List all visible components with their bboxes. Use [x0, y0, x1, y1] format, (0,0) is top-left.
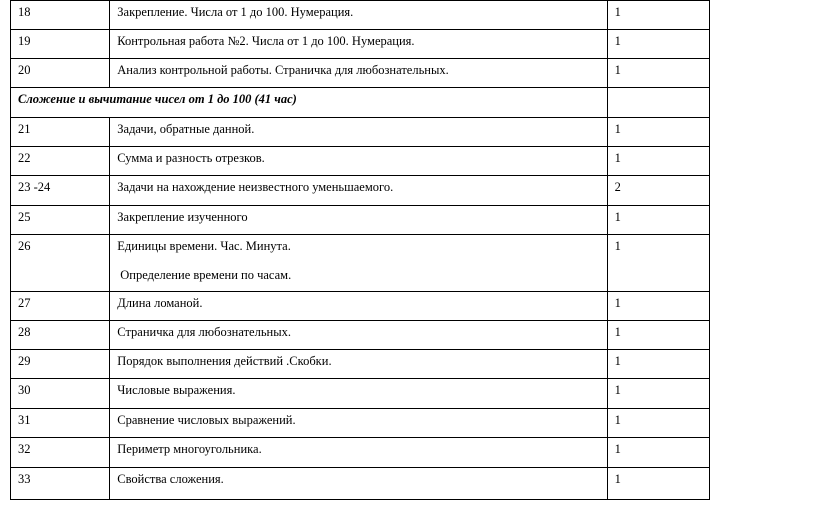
- lesson-hours: 1: [607, 468, 709, 500]
- lesson-hours: 1: [607, 350, 709, 379]
- lesson-topic-line: Свойства сложения.: [117, 472, 224, 486]
- lesson-hours: 1: [607, 206, 709, 235]
- lesson-number: 26: [11, 235, 110, 292]
- lesson-number: 31: [11, 409, 110, 438]
- lesson-number: 33: [11, 468, 110, 500]
- lesson-number: 25: [11, 206, 110, 235]
- lesson-number: 27: [11, 292, 110, 321]
- lesson-hours: 1: [607, 321, 709, 350]
- lesson-topic-line: Порядок выполнения действий .Скобки.: [117, 354, 332, 368]
- table-row: [11, 292, 710, 321]
- lesson-hours: 1: [607, 30, 709, 59]
- table-row: [11, 147, 710, 176]
- lesson-topic-line: Задачи, обратные данной.: [117, 122, 255, 136]
- lesson-topic: [110, 409, 607, 438]
- table-row: [11, 206, 710, 235]
- lesson-topic: [110, 206, 607, 235]
- table-row: [11, 176, 710, 206]
- lesson-topic-line: Периметр многоугольника.: [117, 442, 262, 456]
- lesson-topic-line: Страничка для любознательных.: [117, 325, 291, 339]
- lesson-topic-line: Закрепление. Числа от 1 до 100. Нумерация.: [117, 5, 354, 19]
- lesson-plan-body: [11, 1, 710, 500]
- table-row: [11, 438, 710, 468]
- lesson-number: 28: [11, 321, 110, 350]
- lesson-topic-line: Числовые выражения.: [117, 383, 236, 397]
- lesson-hours: 1: [607, 235, 709, 292]
- table-row: [11, 30, 710, 59]
- lesson-hours: 1: [607, 292, 709, 321]
- lesson-hours: 1: [607, 118, 709, 147]
- lesson-hours: 1: [607, 59, 709, 88]
- lesson-topic: [110, 235, 607, 292]
- lesson-number: 30: [11, 379, 110, 409]
- lesson-topic: [110, 321, 607, 350]
- table-row: [11, 59, 710, 88]
- lesson-topic-line: Сравнение числовых выражений.: [117, 413, 296, 427]
- lesson-topic-line: Длина ломаной.: [117, 296, 203, 310]
- lesson-topic: [110, 468, 607, 500]
- lesson-topic-line: Контрольная работа №2. Числа от 1 до 100. Нумерация.: [117, 34, 415, 48]
- lesson-topic-line: Задачи на нахождение неизвестного уменьшаемого.: [117, 180, 394, 194]
- lesson-topic: [110, 147, 607, 176]
- lesson-topic: [110, 30, 607, 59]
- lesson-topic: [110, 59, 607, 88]
- table-row: [11, 235, 710, 292]
- lesson-number: 22: [11, 147, 110, 176]
- section-title: Сложение и вычитание чисел от 1 до 100 (41 час): [11, 88, 608, 118]
- lesson-topic-line: Определение времени по часам.: [120, 268, 292, 282]
- lesson-topic: [110, 176, 607, 206]
- lesson-topic: [110, 118, 607, 147]
- lesson-number: 20: [11, 59, 110, 88]
- lesson-topic: [110, 438, 607, 468]
- lesson-topic-line: Анализ контрольной работы. Страничка для любознательных.: [117, 63, 449, 77]
- lesson-number: 23 -24: [11, 176, 110, 206]
- lesson-hours: 1: [607, 438, 709, 468]
- lesson-number: 32: [11, 438, 110, 468]
- lesson-topic-line: Сумма и разность отрезков.: [117, 151, 265, 165]
- section-hours-cell: [607, 88, 709, 118]
- section-row: [11, 88, 710, 118]
- table-row: [11, 118, 710, 147]
- table-row: [11, 321, 710, 350]
- lesson-number: 21: [11, 118, 110, 147]
- lesson-number: 19: [11, 30, 110, 59]
- lesson-topic: [110, 292, 607, 321]
- lesson-hours: 1: [607, 379, 709, 409]
- lesson-plan-sheet: [10, 0, 710, 510]
- lesson-hours: 2: [607, 176, 709, 206]
- lesson-number: 29: [11, 350, 110, 379]
- table-row: [11, 1, 710, 30]
- lesson-hours: 1: [607, 147, 709, 176]
- table-row: [11, 468, 710, 500]
- lesson-hours: 1: [607, 409, 709, 438]
- lesson-topic: [110, 379, 607, 409]
- lesson-plan-table: [10, 0, 710, 500]
- table-row: [11, 379, 710, 409]
- lesson-topic-line: Закрепление изученного: [117, 210, 248, 224]
- lesson-topic: [110, 1, 607, 30]
- table-row: [11, 350, 710, 379]
- lesson-hours: 1: [607, 1, 709, 30]
- lesson-number: 18: [11, 1, 110, 30]
- table-row: [11, 409, 710, 438]
- lesson-topic: [110, 350, 607, 379]
- lesson-topic-line: Единицы времени. Час. Минута.: [117, 239, 291, 253]
